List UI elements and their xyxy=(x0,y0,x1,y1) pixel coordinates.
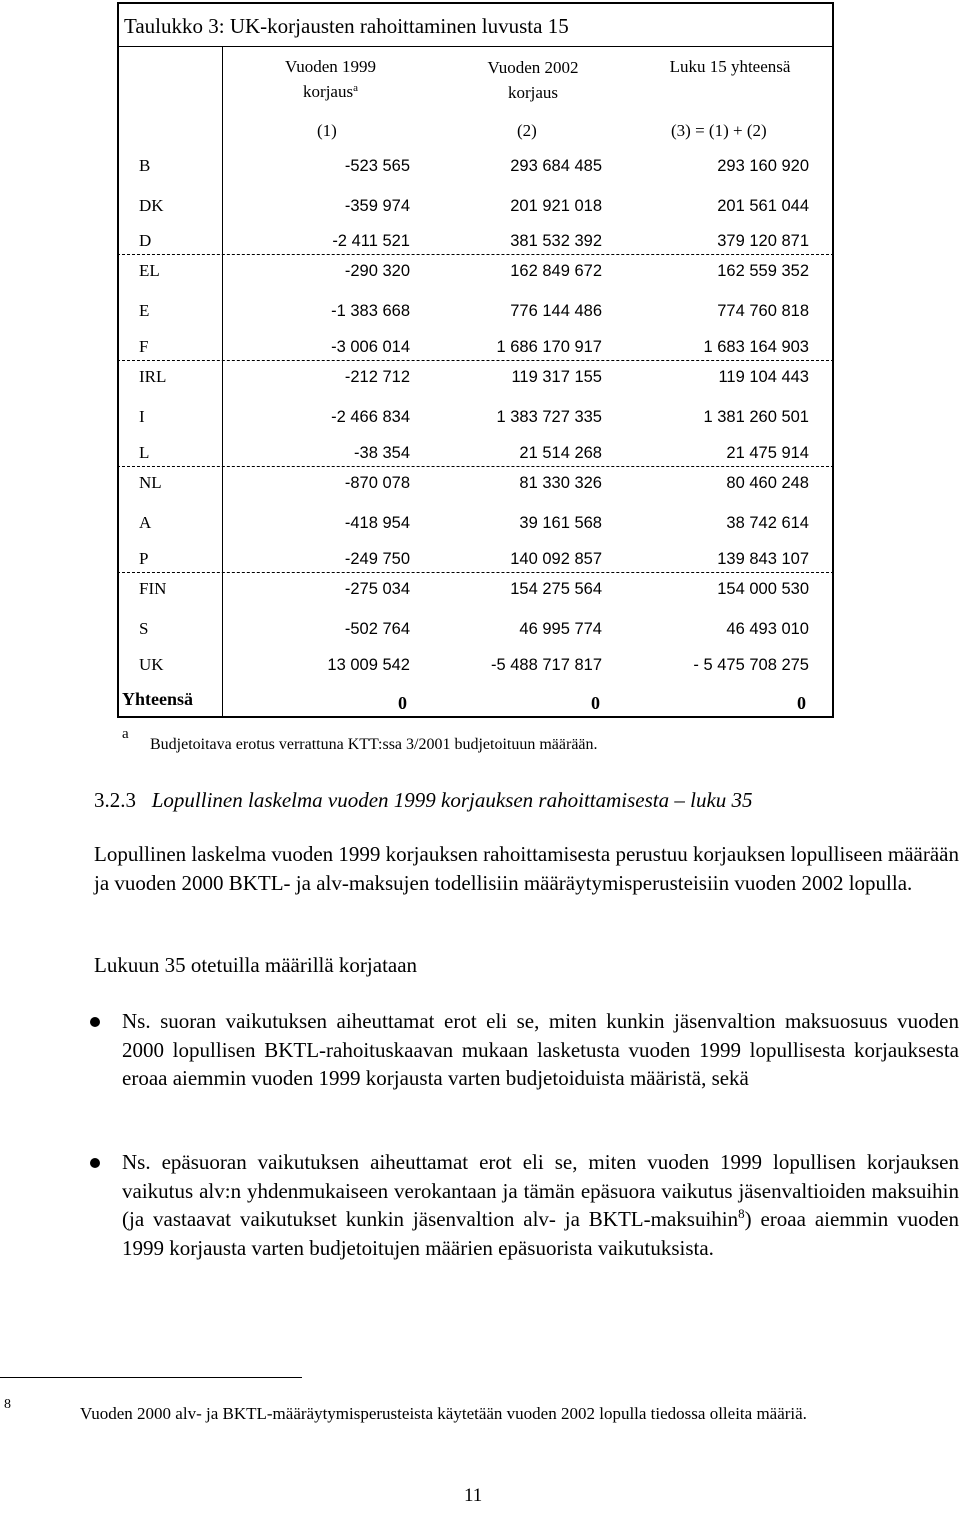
value-2002: 293 684 485 xyxy=(510,157,602,175)
row-label: F xyxy=(139,337,149,356)
value-2002: 201 921 018 xyxy=(510,197,602,215)
value-1999: -38 354 xyxy=(354,444,410,462)
footnote-text: Vuoden 2000 alv- ja BKTL-määräytymisperusteista käytetään vuoden 2002 lopulla tiedossa olleita määriä. xyxy=(80,1404,807,1423)
value-total: 46 493 010 xyxy=(726,620,809,638)
row-label: L xyxy=(139,443,150,462)
value-1999: -359 974 xyxy=(344,197,410,215)
table-row xyxy=(117,300,834,324)
table-row xyxy=(117,260,834,284)
row-label: DK xyxy=(139,196,164,215)
page-number: 11 xyxy=(464,1485,483,1506)
value-1999: -212 712 xyxy=(344,368,410,386)
value-total: 774 760 818 xyxy=(717,302,809,320)
value-2002: 21 514 268 xyxy=(519,444,602,462)
section-heading xyxy=(94,788,753,813)
value-1999: -275 034 xyxy=(344,580,410,598)
value-1999: -290 320 xyxy=(344,262,410,280)
value-2002: 1 383 727 335 xyxy=(496,408,602,426)
value-total: 1 381 260 501 xyxy=(703,408,809,426)
row-label: FIN xyxy=(139,579,167,598)
table-row xyxy=(117,512,834,536)
value-1999: -249 750 xyxy=(344,550,410,568)
value-total: 1 683 164 903 xyxy=(703,338,809,356)
value-2002: 140 092 857 xyxy=(510,550,602,568)
table-row xyxy=(117,618,834,642)
row-label: E xyxy=(139,301,150,320)
value-total: 379 120 871 xyxy=(717,232,809,250)
value-total: 139 843 107 xyxy=(717,550,809,568)
table-footnote-mark: a xyxy=(122,726,129,742)
value-total: 201 561 044 xyxy=(717,197,809,215)
column-number-1: (1) xyxy=(317,121,337,140)
value-2002: 381 532 392 xyxy=(510,232,602,250)
value-total: 154 000 530 xyxy=(717,580,809,598)
table-row xyxy=(117,366,834,390)
table-row xyxy=(117,578,834,602)
value-2002: 1 686 170 917 xyxy=(496,338,602,356)
value-1999: -502 764 xyxy=(344,620,410,638)
table-row xyxy=(117,230,834,255)
footnote-reference: 8 xyxy=(738,1206,745,1221)
table-title: Taulukko 3: UK-korjausten rahoittaminen luvusta 15 xyxy=(124,14,569,38)
table-row xyxy=(117,406,834,430)
table-row xyxy=(117,155,834,179)
footnote-number: 8 xyxy=(4,1397,11,1412)
table-row xyxy=(117,548,834,573)
value-1999: -3 006 014 xyxy=(331,338,410,356)
column-number-3: (3) = (1) + (2) xyxy=(671,121,767,140)
value-1999: -2 466 834 xyxy=(331,408,410,426)
value-2002: 39 161 568 xyxy=(519,514,602,532)
value-2002: 162 849 672 xyxy=(510,262,602,280)
value-total: 162 559 352 xyxy=(717,262,809,280)
table-row xyxy=(117,654,834,678)
column-number-2: (2) xyxy=(517,121,537,140)
value-1999: -2 411 521 xyxy=(332,232,410,250)
table-title-divider xyxy=(117,46,834,47)
value-2002: 81 330 326 xyxy=(519,474,602,492)
row-label: P xyxy=(139,549,149,568)
table-row xyxy=(117,442,834,467)
total-value-3: 0 xyxy=(797,693,806,713)
paragraph-1: Lopullinen laskelma vuoden 1999 korjauksen rahoittamisesta perustuu korjauksen lopulliseen määrään ja vuoden 2000 BKTL- ja alv-maksujen todellisiin määräytymisperusteisiin vuoden 2002 lopulla. xyxy=(94,842,959,895)
table-row xyxy=(117,472,834,496)
column-header-total: Luku 15 yhteensä xyxy=(669,57,791,76)
table-row xyxy=(117,195,834,219)
value-1999: -870 078 xyxy=(344,474,410,492)
value-total: 80 460 248 xyxy=(726,474,809,492)
column-header-2002: Vuoden 2002 korjaus xyxy=(487,58,579,102)
value-2002: 46 995 774 xyxy=(519,620,602,638)
row-label: B xyxy=(139,156,151,175)
row-label: I xyxy=(139,407,145,426)
column-header-1999: Vuoden 1999 korjaus$^a$ xyxy=(284,57,377,101)
row-label: A xyxy=(139,513,152,532)
total-value-1: 0 xyxy=(398,693,407,713)
value-total: 293 160 920 xyxy=(717,157,809,175)
value-2002: 154 275 564 xyxy=(510,580,602,598)
value-1999: 13 009 542 xyxy=(327,656,410,674)
value-2002: -5 488 717 817 xyxy=(490,656,602,674)
total-value-2: 0 xyxy=(591,693,600,713)
bullet-item-2: Ns. epäsuoran vaikutuksen aiheuttamat erot eli se, miten vuoden 1999 lopullisen korjauksen vaikutus alv:n yhdenmukaiseen verokantaan ja tämän epäsuora vaikutus jäsenvaltioiden maksuihin (ja vastaavat vaikutukset kunkin jäsenvaltion alv- ja BKTL-maksuihin$^8$) eroaa aiemmin vuoden 1999 korjausta varten budjetoitujen määrien epäsuorista vaikutuksista. xyxy=(122,1150,959,1260)
row-label: D xyxy=(139,231,152,250)
value-1999: -523 565 xyxy=(344,157,410,175)
total-label: Yhteensä xyxy=(122,689,193,709)
value-total: - 5 475 708 275 xyxy=(693,656,809,674)
bullet-item-1: Ns. suoran vaikutuksen aiheuttamat erot eli se, miten kunkin jäsenvaltion maksuosuus vuoden 2000 lopullisen BKTL-rahoituskaavan mukaan lasketusta vuoden 1999 lopullisesta korjauksesta eroaa aiemmin vuoden 1999 korjausta varten budjetoiduista määristä, sekä xyxy=(122,1009,959,1090)
row-label: UK xyxy=(139,655,164,674)
table-row xyxy=(117,336,834,361)
bullet-icon xyxy=(90,1158,100,1168)
value-total: 38 742 614 xyxy=(726,514,809,532)
value-2002: 119 317 155 xyxy=(511,368,602,386)
bullet-icon xyxy=(90,1017,100,1027)
value-total: 119 104 443 xyxy=(718,368,809,386)
value-2002: 776 144 486 xyxy=(510,302,602,320)
table-footnote-text: Budjetoitava erotus verrattuna KTT:ssa 3/2001 budjetoituun määrään. xyxy=(150,736,598,753)
row-label: NL xyxy=(139,473,162,492)
section-title: Lopullinen laskelma vuoden 1999 korjauksen rahoittamisesta – luku 35 xyxy=(151,788,753,812)
value-1999: -418 954 xyxy=(344,514,410,532)
row-label: S xyxy=(139,619,149,638)
value-1999: -1 383 668 xyxy=(331,302,410,320)
row-label: IRL xyxy=(139,367,167,386)
section-number: 3.2.3 xyxy=(94,788,136,812)
footnote-separator xyxy=(0,1377,302,1378)
value-total: 21 475 914 xyxy=(726,444,809,462)
row-label: EL xyxy=(139,261,160,280)
paragraph-2: Lukuun 35 otetuilla määrillä korjataan xyxy=(94,953,418,977)
